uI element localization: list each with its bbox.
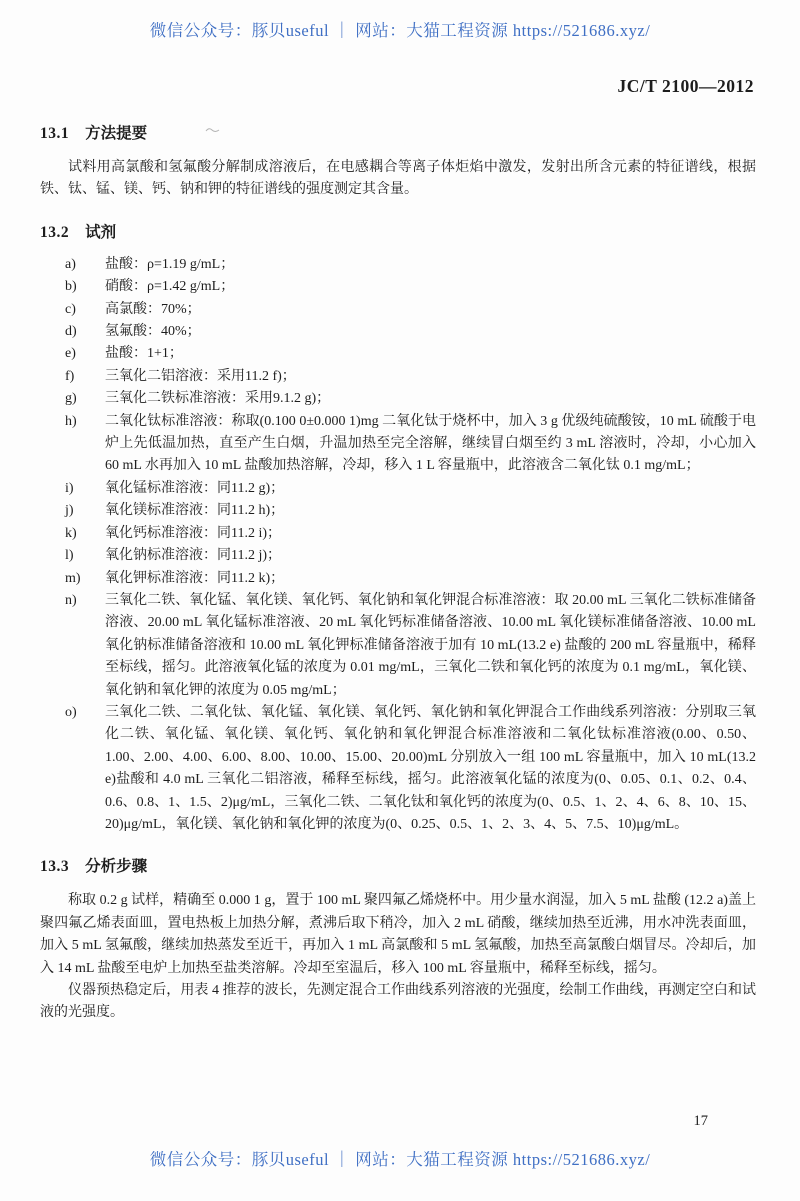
reagent-label: f) <box>65 368 75 384</box>
section-title: 试剂 <box>85 223 117 241</box>
reagent-text: 二氧化钛标准溶液：称取(0.100 0±0.000 1)mg 二氧化钛于烧杯中，加入 3 g 优级纯硫酸铵，10 mL 硫酸于电炉上先低温加热，直至产生白烟，升温加热至完全溶解，继续冒白烟至约 3 mL 溶液时，冷却，小心加入 60 mL 水再加入 10 mL 盐酸加热溶解，冷却，移入 1 L 容量瓶中，此溶液含二氧化钛 0.1 mg/mL； <box>105 413 756 474</box>
reagent-label: l) <box>65 548 74 564</box>
reagent-item-e <box>40 343 756 365</box>
method-summary-paragraph: 试料用高氯酸和氢氟酸分解制成溶液后，在电感耦合等离子体炬焰中激发，发射出所含元素的特征谱线，根据铁、钛、锰、镁、钙、钠和钾的特征谱线的强度测定其含量。 <box>40 160 756 198</box>
reagent-text: 氧化钾标准溶液：同11.2 k)； <box>105 570 285 586</box>
reagent-text: 三氧化二铁、二氧化钛、氧化锰、氧化镁、氧化钙、氧化钠和氧化钾混合工作曲线系列溶液：分别取三氧化二铁、氧化锰、氧化镁、氧化钙、氧化钠和氧化钾混合标准溶液和二氧化钛标准溶液(0.00、0.50、1.00、2.00、4.00、6.00、8.00、10.00、15.00、20.00)mL 分别放入一组 100 mL 容量瓶中，加入 10 mL(13.2 e)盐酸和 4.0 mL 三氧化二铝溶液，稀释至标线，摇匀。此溶液氧化锰的浓度为(0、0.05、0.1、0.2、0.4、0.6、0.8、1、1.5、2)μg/mL，三氧化二铁、二氧化钛和氧化钙的浓度为(0、0.5、1、2、4、6、8、10、15、20)μg/mL，氧化镁、氧化钠和氧化钾的浓度为(0、0.25、0.5、1、2、3、4、5、7.5、10)μg/mL。 <box>105 704 756 832</box>
reagent-label: c) <box>65 301 76 317</box>
section-heading-13-3 <box>40 857 756 877</box>
reagent-label: d) <box>65 324 77 340</box>
reagent-item-c <box>40 299 756 321</box>
reagent-label: i) <box>65 480 74 496</box>
reagent-text: 氧化锰标准溶液：同11.2 g)； <box>105 480 285 496</box>
watermark-header: 微信公众号：豚贝useful ｜ 网站：大猫工程资源 https://521686.xyz/ <box>149 21 651 40</box>
section-number: 13.1 <box>40 125 70 142</box>
reagent-item-n <box>40 590 756 702</box>
reagent-item-f <box>40 366 756 388</box>
section-number: 13.3 <box>40 858 70 876</box>
section-heading-13-1 <box>40 120 756 144</box>
reagent-item-l <box>40 545 756 567</box>
reagent-item-i <box>40 478 756 500</box>
reagent-item-h <box>40 411 756 478</box>
reagent-label: k) <box>65 525 77 541</box>
reagent-item-d <box>40 321 756 343</box>
reagent-text: 氧化镁标准溶液：同11.2 h)； <box>105 503 285 519</box>
reagent-item-a <box>40 254 756 276</box>
reagent-item-m <box>40 568 756 590</box>
reagent-item-k <box>40 523 756 545</box>
procedure-paragraph-2: 仪器预热稳定后，用表 4 推荐的波长，先测定混合工作曲线系列溶液的光强度，绘制工作曲线，再测定空白和试液的光强度。 <box>40 983 756 1021</box>
reagent-text: 三氧化二铁标准溶液：采用9.1.2 g)； <box>105 391 331 407</box>
reagent-label: b) <box>65 279 77 295</box>
reagent-label: g) <box>65 391 77 407</box>
reagent-item-b <box>40 276 756 298</box>
reagent-text: 高氯酸：70%； <box>105 301 201 317</box>
scan-artifact-mark <box>205 120 221 140</box>
standard-code: JC/T 2100—2012 <box>617 76 754 96</box>
section-heading-13-2 <box>40 223 756 243</box>
page-content <box>0 120 800 1025</box>
reagent-item-g <box>40 388 756 410</box>
reagent-label: o) <box>65 704 77 720</box>
reagent-text: 盐酸：ρ=1.19 g/mL； <box>105 256 235 272</box>
reagent-text: 氧化钠标准溶液：同11.2 j)； <box>105 548 282 564</box>
procedure-paragraph-1: 称取 0.2 g 试样，精确至 0.000 1 g，置于 100 mL 聚四氟乙烯烧杯中。用少量水润湿，加入 5 mL 盐酸 (12.2 a)盖上聚四氟乙烯表面皿，置电热板上加热分解，煮沸后取下稍冷，加入 2 mL 硝酸，继续加热至近沸，用水冲洗表面皿，加入 5 mL 氢氟酸，继续加热蒸发至近干，再加入 1 mL 高氯酸和 5 mL 氢氟酸，加热至高氯酸白烟冒尽。冷却后，加入 14 mL 盐酸至电炉上加热至盐类溶解。冷却至室温后，移入 100 mL 容量瓶中，稀释至标线，摇匀。 <box>40 893 756 976</box>
reagent-item-o <box>40 702 756 836</box>
reagent-label: n) <box>65 592 77 608</box>
reagent-label: j) <box>65 503 74 519</box>
reagent-label: h) <box>65 413 77 429</box>
reagent-list <box>40 254 756 837</box>
reagent-item-j <box>40 500 756 522</box>
section-title: 方法提要 <box>85 125 148 142</box>
reagent-label: e) <box>65 346 76 362</box>
reagent-text: 硝酸：ρ=1.42 g/mL； <box>105 279 235 295</box>
reagent-text: 氧化钙标准溶液：同11.2 i)； <box>105 525 282 541</box>
watermark-footer: 微信公众号：豚贝useful ｜ 网站：大猫工程资源 https://521686.xyz/ <box>149 1150 651 1169</box>
page-number: 17 <box>693 1113 708 1129</box>
reagent-label: a) <box>65 256 76 272</box>
reagent-label: m) <box>65 570 81 586</box>
reagent-text: 盐酸：1+1； <box>105 346 183 362</box>
reagent-text: 三氧化二铝溶液：采用11.2 f)； <box>105 368 296 384</box>
section-title: 分析步骤 <box>85 858 148 876</box>
section-number: 13.2 <box>40 223 70 241</box>
reagent-text: 氢氟酸：40%； <box>105 324 201 340</box>
reagent-text: 三氧化二铁、氧化锰、氧化镁、氧化钙、氧化钠和氧化钾混合标准溶液：取 20.00 mL 三氧化二铁标准储备溶液、20.00 mL 氧化锰标准溶液、20 mL 氧化钙标准储备溶液、10.00 mL 氧化镁标准储备溶液、10.00 mL 氧化钠标准储备溶液和 10.00 mL 氧化钾标准储备溶液于加有 10 mL(13.2 e) 盐酸的 200 mL 容量瓶中，稀释至标线，摇匀。此溶液氧化锰的浓度为 0.01 mg/mL，三氧化二铁和氧化钙的浓度为 0.1 mg/mL，氧化镁、氧化钠和氧化钾的浓度为 0.05 mg/mL； <box>105 592 756 698</box>
